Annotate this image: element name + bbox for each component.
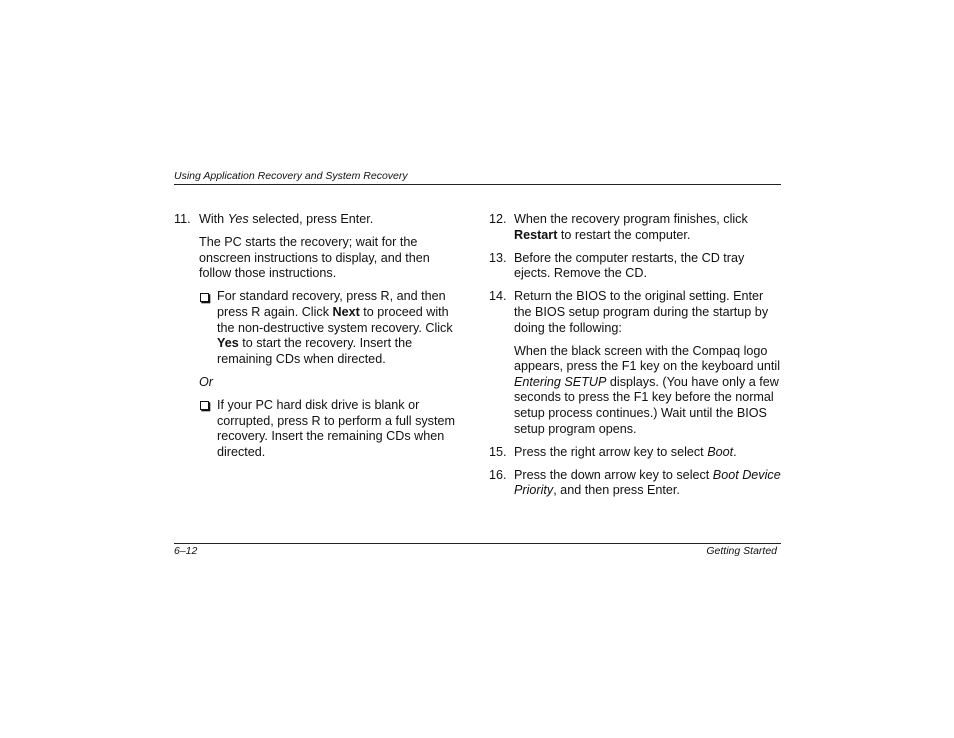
bullet-text: If your PC hard disk drive is blank or corrupted, press R to perform a full system recovery. Insert the remaining CDs when directed. [217,397,455,459]
or-separator: Or [199,374,213,389]
step-text: , and then press Enter. [553,483,680,498]
step-number: 11. [174,212,191,226]
restart-term: Restart [514,227,558,242]
paragraph-text: displays. (You have only a few seconds to press the F1 key before the normal setup process continues.) Wait until the BIOS setup program opens. [514,374,779,436]
bullet-text: to start the recovery. Insert the remaining CDs when directed. [217,336,413,366]
step-15 [489,445,781,461]
step-text: Press the down arrow key to select [514,467,713,482]
step-number: 16. [489,467,507,482]
step-12 [489,212,781,243]
book-title: Getting Started [706,545,777,557]
boot-device-priority-term: Boot Device Priority [514,467,781,498]
step-text: Return the BIOS to the original setting. Enter the BIOS setup program during the startup by doing the following: [514,289,769,335]
next-term: Next [332,304,360,319]
step-text: With [199,212,228,226]
step-text: to restart the computer. [557,227,691,242]
step-11-paragraph: The PC starts the recovery; wait for the onscreen instructions to display, and then follow those instructions. [199,235,430,281]
header-rule [174,184,781,185]
bullet-standard-recovery [174,289,464,367]
checkbox-bullet-icon [200,293,209,302]
checkbox-bullet-icon [200,401,209,410]
step-text: Before the computer restarts, the CD tray ejects. Remove the CD. [514,250,745,281]
step-text: Press the right arrow key to select [514,444,708,459]
step-number: 13. [489,250,507,265]
step-number: 12. [489,212,507,226]
step-number: 14. [489,289,507,304]
step-11 [174,212,464,228]
entering-setup-term: Entering SETUP [514,374,607,389]
bullet-text: For standard recovery, press R, and then press R again. Click [217,289,446,319]
footer-rule [174,543,781,544]
step-14 [489,289,781,336]
left-column [174,212,464,468]
bullet-text: to proceed with the non-destructive system recovery. Click [217,304,453,335]
step-text: selected, press Enter. [248,212,374,226]
boot-term: Boot [707,444,734,459]
step-13 [489,251,781,282]
bullet-full-recovery [174,398,464,460]
step-14-paragraph [489,344,781,438]
yes-term: Yes [227,212,249,226]
header-title: Using Application Recovery and System Recovery [174,170,408,182]
step-text: When the recovery program finishes, click [514,212,748,226]
step-number: 15. [489,444,507,459]
paragraph-text: When the black screen with the Compaq logo appears, press the F1 key on the keyboard until [514,343,781,374]
yes-term: Yes [217,336,239,351]
step-text: . [733,444,737,459]
step-16 [489,468,781,499]
right-column [489,212,781,507]
page-number: 6–12 [174,545,198,557]
